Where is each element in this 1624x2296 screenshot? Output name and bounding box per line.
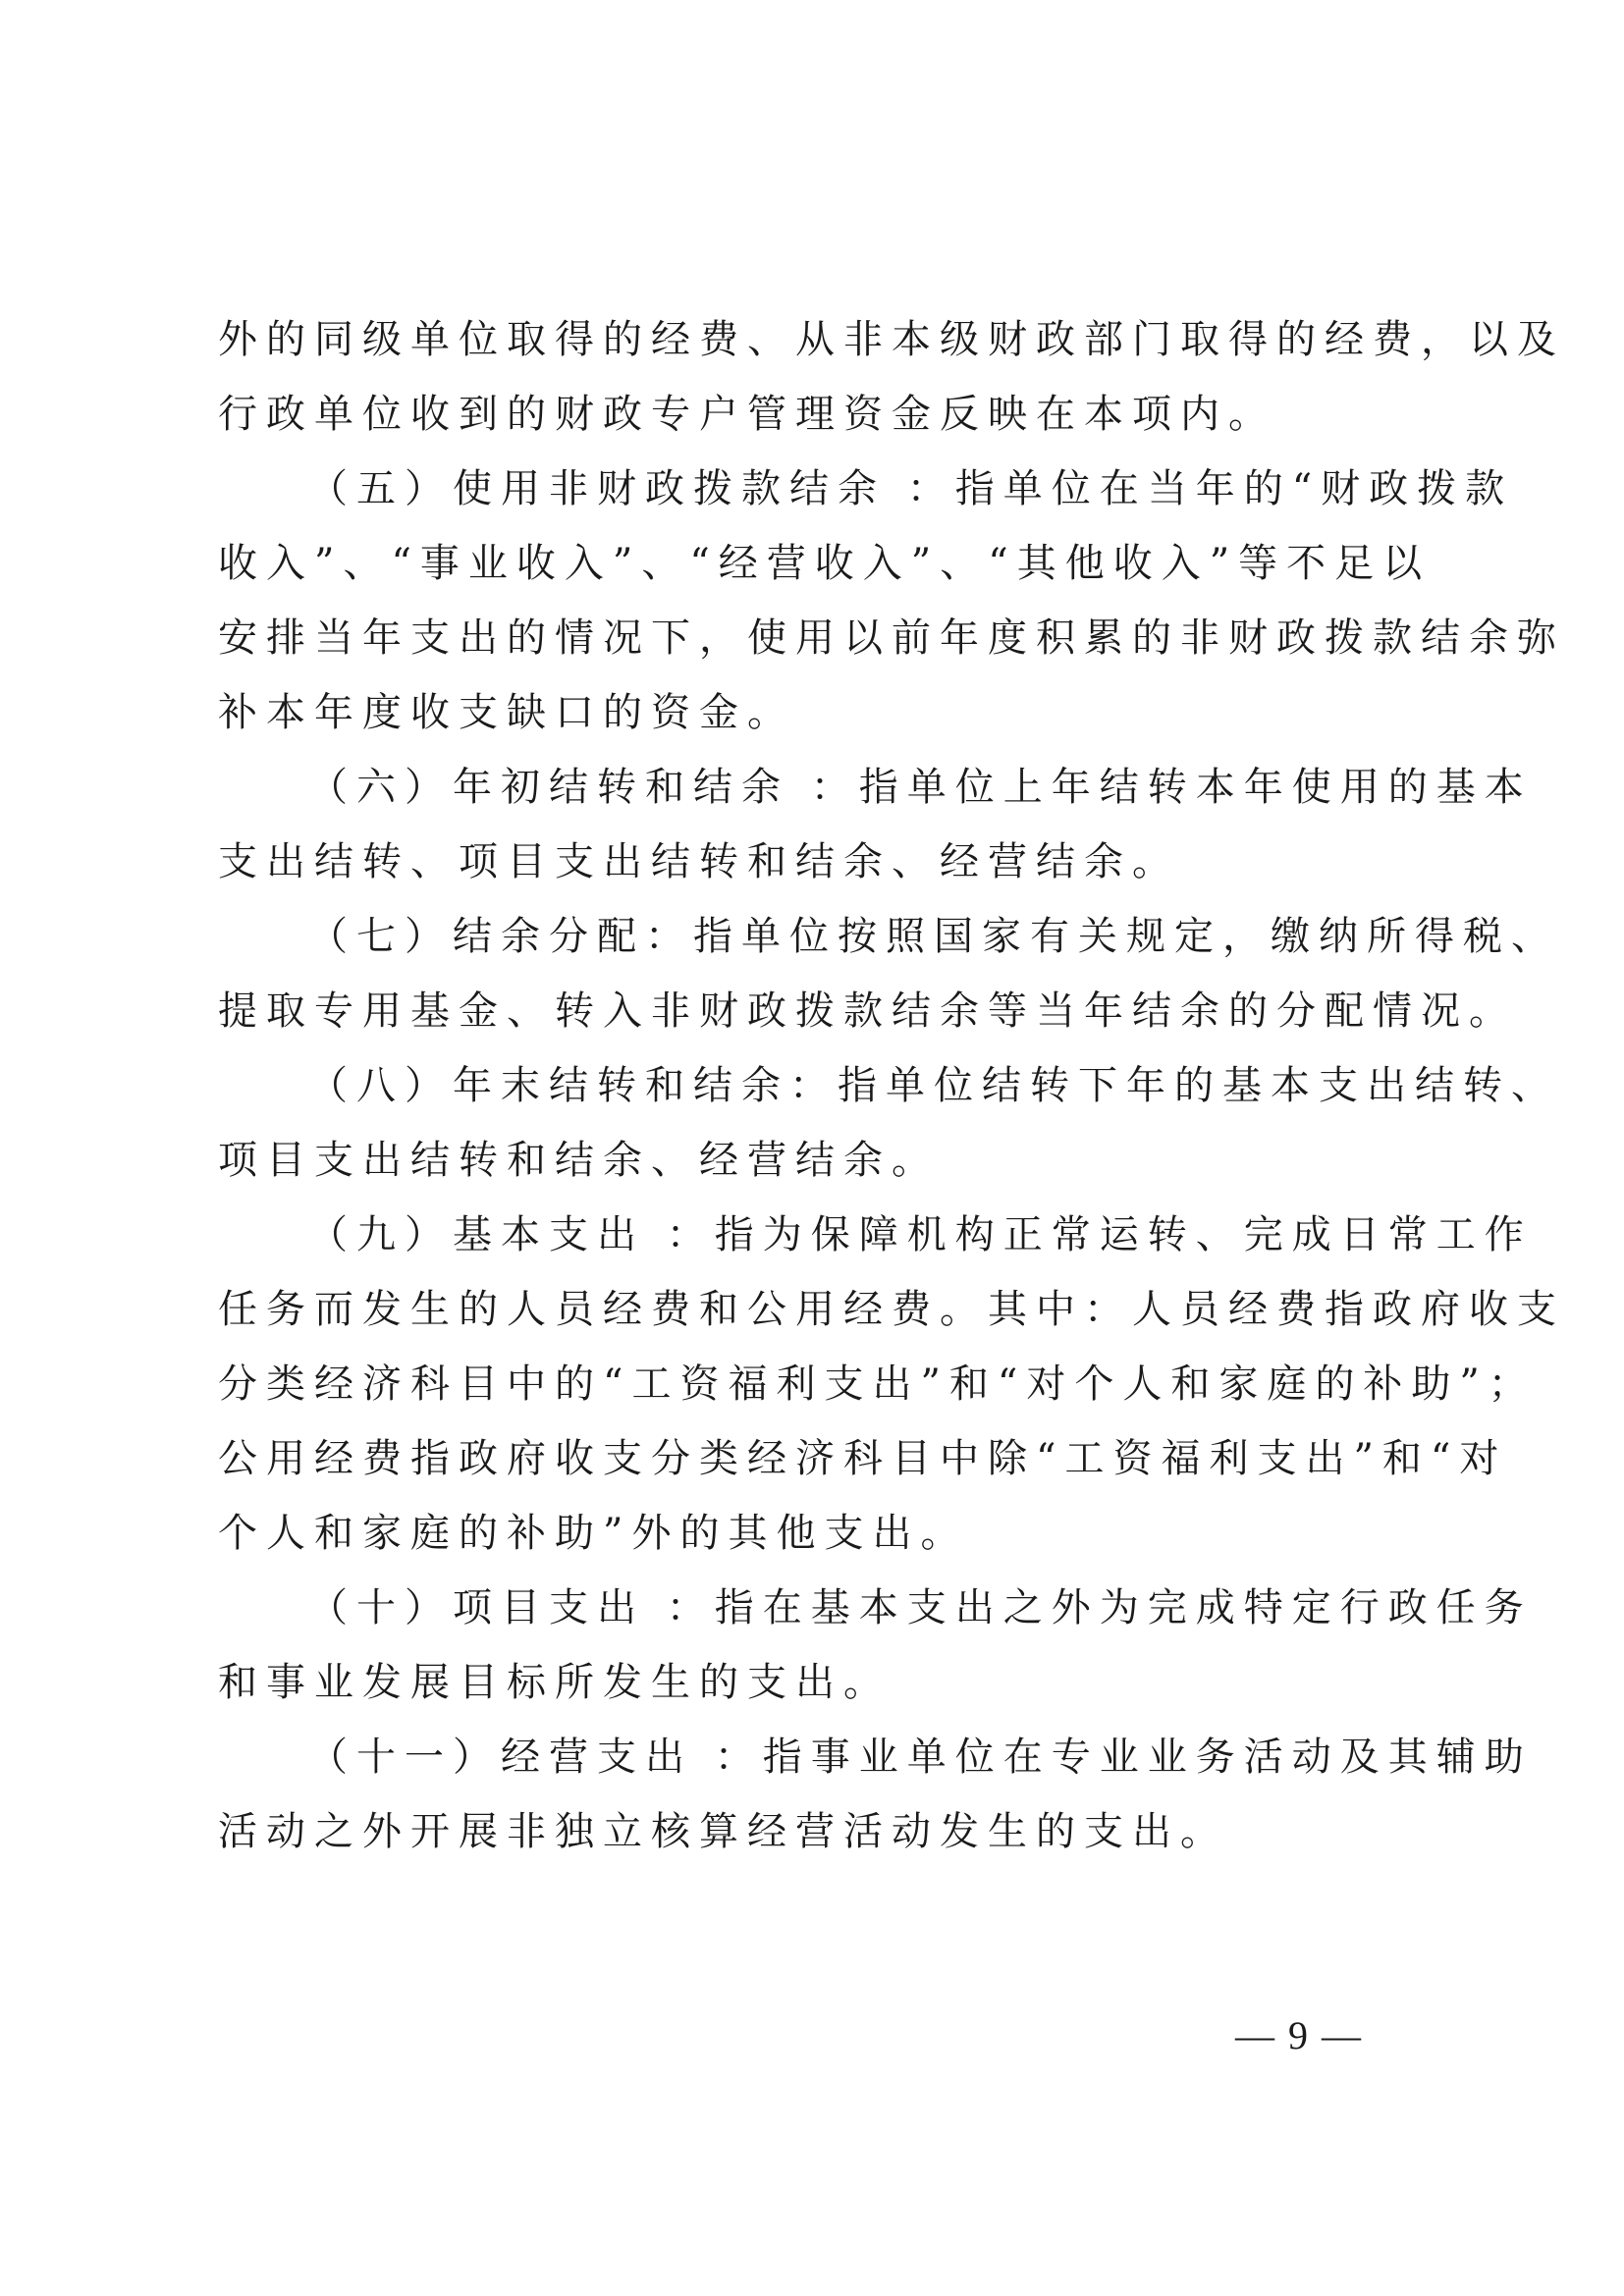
text-line: 活动之外开展非独立核算经营活动发生的支出。: [218, 1809, 1228, 1854]
section-ten-heading-line: （十）项目支出 ：指在基本支出之外为完成特定行政任务: [308, 1585, 1533, 1630]
text-line: 任务而发生的人员经费和公用经费。其中：人员经费指政府收支: [218, 1287, 1565, 1332]
section-eight-heading-line: （八）年末结转和结余：指单位结转下年的基本支出结转、: [308, 1063, 1559, 1108]
section-seven-heading-line: （七）结余分配：指单位按照国家有关规定，缴纳所得税、: [308, 914, 1559, 959]
section-eleven-heading-line: （十一）经营支出 ：指事业单位在专业业务活动及其辅助: [308, 1735, 1533, 1780]
text-line: 补本年度收支缺口的资金。: [218, 690, 795, 735]
text-line: 外的同级单位取得的经费、从非本级财政部门取得的经费，以及: [218, 317, 1565, 362]
text-line: 项目支出结转和结余、经营结余。: [218, 1138, 940, 1183]
text-line: 公用经费指政府收支分类经济科目中除“工资福利支出”和“对: [218, 1436, 1508, 1481]
document-body: [218, 302, 1565, 1869]
text-line: 分类经济科目中的“工资福利支出”和“对个人和家庭的补助”；: [218, 1362, 1537, 1407]
section-five-heading-line: （五）使用非财政拨款结余 ：指单位在当年的“财政拨款: [308, 466, 1514, 511]
text-line: 和事业发展目标所发生的支出。: [218, 1660, 892, 1705]
text-line: 收入”、“事业收入”、“经营收入”、“其他收入”等不足以: [218, 541, 1432, 586]
text-line: 个人和家庭的补助”外的其他支出。: [218, 1511, 969, 1556]
section-six-heading-line: （六）年初结转和结余 ：指单位上年结转本年使用的基本: [308, 765, 1533, 810]
text-line: 支出结转、项目支出结转和结余、经营结余。: [218, 839, 1180, 884]
text-line: 提取专用基金、转入非财政拨款结余等当年结余的分配情况。: [218, 988, 1517, 1034]
text-line: 行政单位收到的财政专户管理资金反映在本项内。: [218, 392, 1276, 437]
section-nine-heading-line: （九）基本支出 ：指为保障机构正常运转、完成日常工作: [308, 1212, 1533, 1257]
page-number: — 9 —: [1235, 2013, 1363, 2057]
text-line: 安排当年支出的情况下，使用以前年度积累的非财政拨款结余弥: [218, 615, 1565, 661]
